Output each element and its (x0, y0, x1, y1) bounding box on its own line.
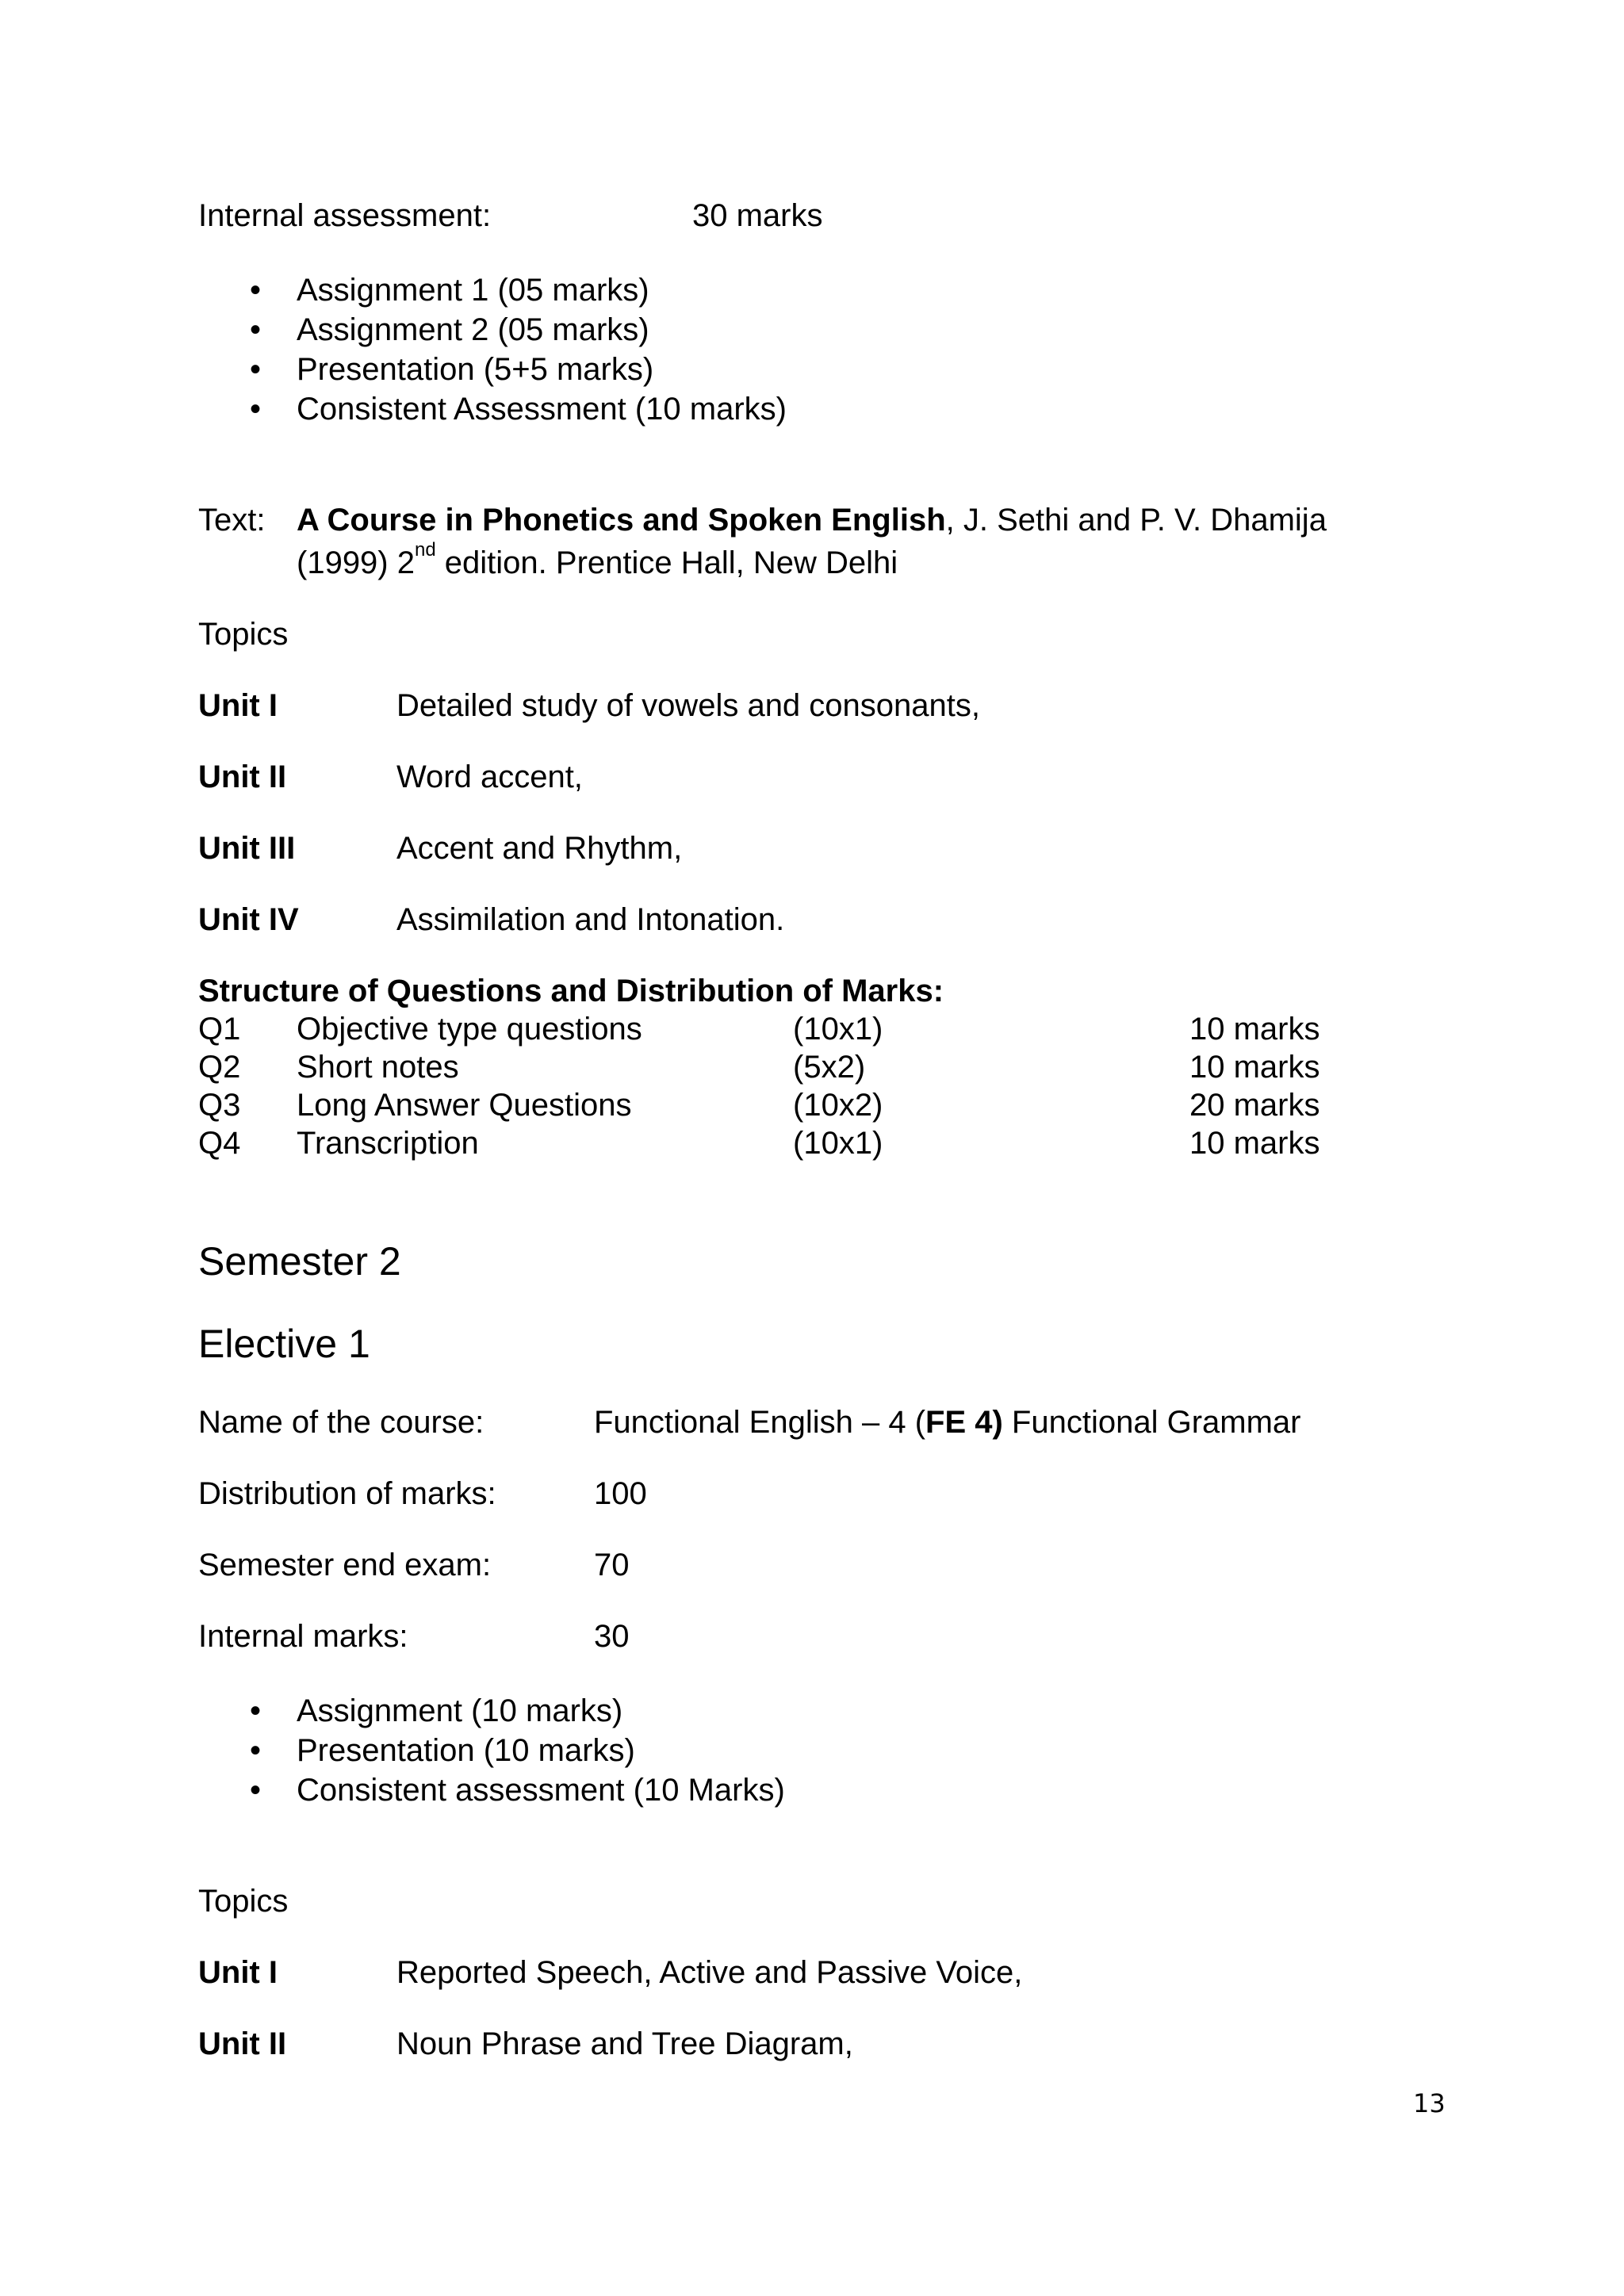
unit-description: Noun Phrase and Tree Diagram, (396, 2026, 853, 2061)
unit-description: Accent and Rhythm, (396, 831, 683, 866)
structure-heading: Structure of Questions and Distribution of Marks: (198, 974, 944, 1008)
list-item: Assignment 2 (05 marks) (297, 312, 649, 347)
question-distribution: (10x2) (793, 1088, 883, 1123)
question-distribution: (10x1) (793, 1126, 883, 1161)
bullet-icon: • (250, 1733, 262, 1768)
semester-end-exam-label: Semester end exam: (198, 1548, 492, 1582)
bullet-icon: • (250, 1773, 262, 1808)
question-distribution: (5x2) (793, 1050, 866, 1085)
question-type: Short notes (297, 1050, 459, 1085)
list-item: Consistent assessment (10 Marks) (297, 1773, 785, 1808)
bullet-icon: • (250, 273, 262, 308)
unit-label: Unit I (198, 688, 278, 723)
unit-description: Reported Speech, Active and Passive Voice, (396, 1955, 1023, 1990)
bullet-icon: • (250, 1693, 262, 1728)
internal-marks-label: Internal marks: (198, 1619, 408, 1654)
unit-label: Unit III (198, 831, 296, 866)
text-reference-line2 (297, 539, 898, 582)
course-code: FE 4) (925, 1405, 1003, 1440)
question-number: Q3 (198, 1088, 241, 1123)
elective-heading: Elective 1 (198, 1322, 370, 1366)
question-number: Q1 (198, 1012, 241, 1047)
page-number: 13 (1413, 2088, 1446, 2118)
text-label: Text: (198, 503, 266, 538)
internal-marks-value: 30 (594, 1619, 630, 1654)
book-authors: , J. Sethi and P. V. Dhamija (945, 503, 1327, 538)
list-item: Presentation (5+5 marks) (297, 352, 654, 387)
question-type: Long Answer Questions (297, 1088, 632, 1123)
course-name-text: Functional English – 4 ( (594, 1405, 926, 1440)
semester-end-exam-value: 70 (594, 1548, 630, 1582)
book-publisher: edition. Prentice Hall, New Delhi (435, 545, 898, 580)
unit-description: Detailed study of vowels and consonants, (396, 688, 980, 723)
list-item: Presentation (10 marks) (297, 1733, 635, 1768)
distribution-label: Distribution of marks: (198, 1476, 496, 1511)
topics-heading: Topics (198, 617, 289, 652)
unit-label: Unit II (198, 760, 287, 794)
question-type: Transcription (297, 1126, 479, 1161)
book-year: (1999) 2 (297, 545, 415, 580)
bullet-icon: • (250, 312, 262, 347)
question-marks: 10 marks (1189, 1012, 1320, 1047)
question-marks: 20 marks (1189, 1088, 1320, 1123)
question-marks: 10 marks (1189, 1126, 1320, 1161)
course-name-label: Name of the course: (198, 1405, 485, 1440)
course-name-suffix: Functional Grammar (1002, 1405, 1301, 1440)
question-number: Q2 (198, 1050, 241, 1085)
list-item: Assignment 1 (05 marks) (297, 273, 649, 308)
bullet-icon: • (250, 392, 262, 427)
book-title: A Course in Phonetics and Spoken English (297, 503, 946, 538)
ordinal-suffix: nd (414, 539, 436, 561)
text-reference-line1 (297, 501, 1327, 539)
list-item: Consistent Assessment (10 marks) (297, 392, 787, 427)
question-distribution: (10x1) (793, 1012, 883, 1047)
topics-heading: Topics (198, 1884, 289, 1919)
course-name-value (594, 1403, 1300, 1441)
bullet-icon: • (250, 352, 262, 387)
semester-heading: Semester 2 (198, 1239, 401, 1284)
unit-description: Assimilation and Intonation. (396, 902, 785, 937)
unit-label: Unit II (198, 2026, 287, 2061)
question-type: Objective type questions (297, 1012, 642, 1047)
question-number: Q4 (198, 1126, 241, 1161)
unit-description: Word accent, (396, 760, 583, 794)
internal-assessment-value: 30 marks (692, 198, 823, 233)
unit-label: Unit IV (198, 902, 299, 937)
unit-label: Unit I (198, 1955, 278, 1990)
distribution-value: 100 (594, 1476, 647, 1511)
question-marks: 10 marks (1189, 1050, 1320, 1085)
internal-assessment-label: Internal assessment: (198, 198, 492, 233)
list-item: Assignment (10 marks) (297, 1693, 623, 1728)
